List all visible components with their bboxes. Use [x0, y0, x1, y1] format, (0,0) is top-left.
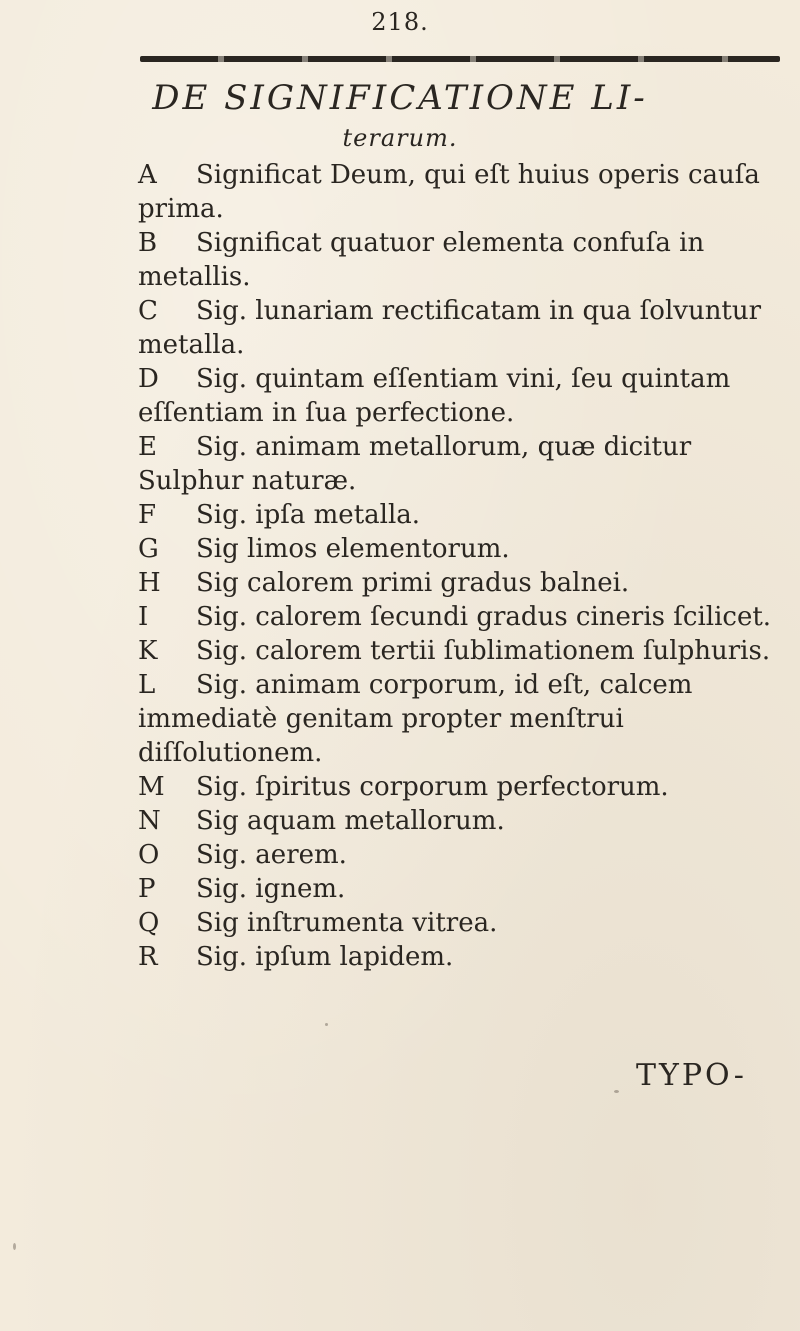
- entry-text: Sig calorem primi gradus balnei.: [196, 568, 630, 598]
- list-item: [138, 838, 788, 872]
- entry-text: Sig. animam corporum, id eſt, calcem immediatè genitam propter menſtrui diſſolutionem.: [138, 670, 693, 768]
- entry-text: Sig. ipſa metalla.: [196, 500, 421, 530]
- entry-letter: C: [138, 296, 158, 326]
- entry-letter: B: [138, 228, 158, 258]
- entry-text: Sig inſtrumenta vitrea.: [196, 908, 498, 938]
- entry-text: Significat quatuor elementa confuſa in metallis.: [138, 228, 705, 292]
- entry-text: Sig. quintam eſſentiam vini, ſeu quintam eſſentiam in ſua perfectione.: [138, 364, 731, 428]
- list-item: [138, 668, 788, 770]
- list-item: [138, 872, 788, 906]
- entry-letter: F: [138, 500, 157, 530]
- paper-speck: [13, 1243, 16, 1250]
- list-item: [138, 498, 788, 532]
- letter-list: [138, 158, 788, 974]
- list-item: [138, 294, 788, 362]
- entry-letter: P: [138, 874, 156, 904]
- entry-letter: Q: [138, 908, 160, 938]
- entry-text: Sig limos elementorum.: [196, 534, 510, 564]
- list-item: [138, 158, 788, 226]
- entry-letter: D: [138, 364, 159, 394]
- entry-text: Sig. ignem.: [196, 874, 346, 904]
- entry-letter: G: [138, 534, 159, 564]
- list-item: [138, 532, 788, 566]
- entry-text: Sig. calorem tertii ſublimationem ſulphuris.: [196, 636, 771, 666]
- entry-text: Sig. aerem.: [196, 840, 347, 870]
- list-item: [138, 600, 788, 634]
- list-item: [138, 634, 788, 668]
- entry-letter: R: [138, 942, 158, 972]
- list-item: [138, 566, 788, 600]
- entry-text: Sig aquam metallorum.: [196, 806, 505, 836]
- list-item: [138, 770, 788, 804]
- entry-letter: M: [138, 772, 165, 802]
- list-item: [138, 940, 788, 974]
- entry-letter: K: [138, 636, 158, 666]
- list-item: [138, 804, 788, 838]
- list-item: [138, 906, 788, 940]
- entry-letter: H: [138, 568, 161, 598]
- entry-letter: I: [138, 602, 149, 632]
- catchword: TYPO-: [636, 1058, 747, 1093]
- header-rule: [140, 56, 780, 62]
- entry-text: Significat Deum, qui eſt huius operis cauſa prima.: [138, 160, 760, 224]
- page-subtitle: terarum.: [342, 124, 458, 152]
- list-item: [138, 430, 788, 498]
- entry-letter: N: [138, 806, 161, 836]
- list-item: [138, 226, 788, 294]
- page-title: DE SIGNIFICATIONE LI-: [152, 78, 648, 118]
- entry-text: Sig. ipſum lapidem.: [196, 942, 454, 972]
- page-number: 218.: [371, 8, 429, 36]
- entry-letter: A: [138, 160, 157, 190]
- entry-letter: E: [138, 432, 157, 462]
- paper-speck: [325, 1023, 328, 1026]
- entry-letter: O: [138, 840, 160, 870]
- list-item: [138, 362, 788, 430]
- entry-text: Sig. calorem ſecundi gradus cineris ſcilicet.: [196, 602, 772, 632]
- entry-text: Sig. ſpiritus corporum perfectorum.: [196, 772, 669, 802]
- entry-text: Sig. animam metallorum, quæ dicitur Sulphur naturæ.: [138, 432, 692, 496]
- entry-text: Sig. lunariam rectificatam in qua ſolvuntur metalla.: [138, 296, 762, 360]
- entry-letter: L: [138, 670, 156, 700]
- paper-speck: [614, 1090, 619, 1093]
